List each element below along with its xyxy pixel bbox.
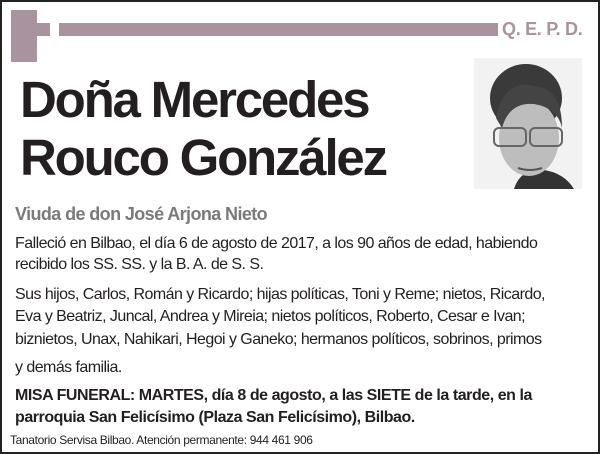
header-rule	[59, 23, 498, 36]
funeral-line: parroquia San Felicísimo (Plaza San Felicísimo), Bilbao.	[15, 409, 415, 426]
family-line: Eva y Beatriz, Juncal, Andrea y Mireia; nietos políticos, Roberto, Cesar e Ivan;	[15, 308, 526, 325]
deceased-photo	[474, 58, 582, 189]
family-line: y demás familia.	[15, 359, 122, 376]
cross-icon	[11, 10, 37, 62]
widow-of-subtitle: Viuda de don José Arjona Nieto	[15, 204, 268, 224]
qepd-label: Q. E. P. D.	[502, 19, 583, 39]
deceased-name-line-1: Doña Mercedes	[20, 71, 369, 128]
funeral-line: MISA FUNERAL: MARTES, día 8 de agosto, a las SIETE de la tarde, en la	[15, 387, 532, 404]
family-line: biznietos, Unax, Nahikari, Hegoi y Ganeko; hermanos políticos, sobrinos, primos	[15, 331, 542, 348]
death-notice-line: recibido los SS. SS. y la B. A. de S. S.	[15, 256, 264, 273]
cross-icon-arm	[11, 23, 50, 36]
deceased-name-line-2: Rouco González	[20, 129, 386, 186]
funeral-home-footer: Tanatorio Servisa Bilbao. Atención permanente: 944 461 906	[10, 433, 313, 447]
death-notice-line: Falleció en Bilbao, el día 6 de agosto de 2017, a los 90 años de edad, habiendo	[15, 235, 538, 252]
family-line: Sus hijos, Carlos, Román y Ricardo; hijas políticas, Toni y Reme; nietos, Ricardo,	[15, 286, 545, 303]
